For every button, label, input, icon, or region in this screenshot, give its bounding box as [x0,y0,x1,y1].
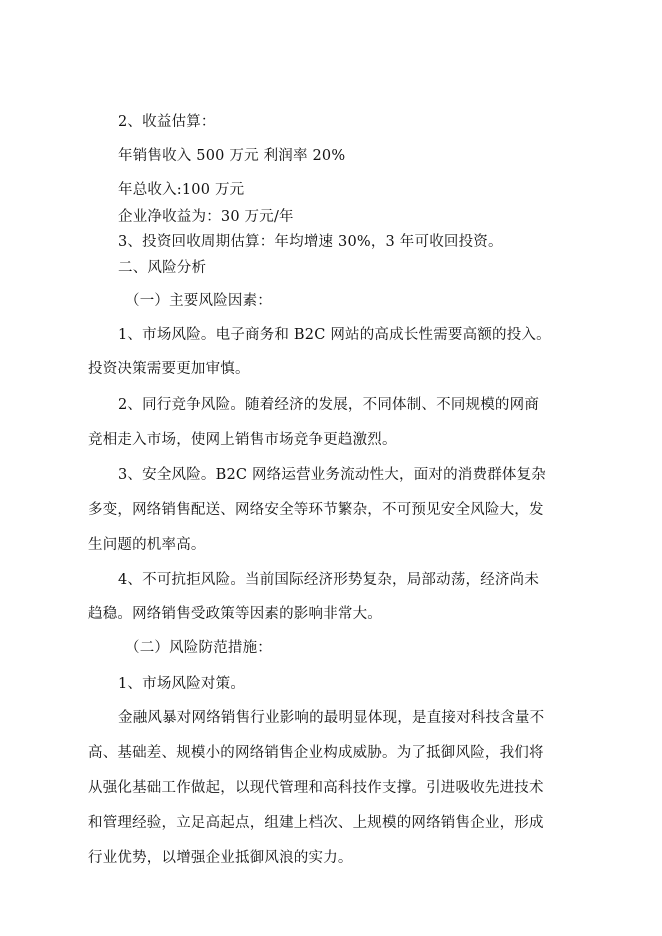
text-payback-period: 3、投资回收周期估算：年均增速 30%，3 年可收回投资。 [118,234,503,250]
paragraph-line: 3、安全风险。B2C 网络运营业务流动性大，面对的消费群体复杂 [118,467,547,483]
heading-risk-prevention: （二）风险防范措施： [125,640,272,656]
paragraph-line: 竞相走入市场，使网上销售市场竞争更趋激烈。 [88,432,397,448]
text-annual-sales: 年销售收入 500 万元 利润率 20% [118,148,346,164]
paragraph-line: 从强化基础工作做起，以现代管理和高科技作支撑。引进吸收先进技术 [88,780,544,796]
heading-market-risk-measures: 1、市场风险对策。 [118,676,246,692]
paragraph-line: 投资决策需要更加审慎。 [88,361,250,377]
paragraph-line: 金融风暴对网络销售行业影响的最明显体现，是直接对科技含量不 [118,710,545,726]
paragraph-line: 行业优势，以增强企业抵御风浪的实力。 [88,850,353,866]
text-annual-income: 年总收入:100 万元 [118,182,245,198]
paragraph-line: 高、基础差、规模小的网络销售企业构成威胁。为了抵御风险，我们将 [88,745,544,761]
heading-revenue-estimate: 2、收益估算： [118,114,216,130]
paragraph-line: 和管理经验，立足高起点，组建上档次、上规模的网络销售企业，形成 [88,815,544,831]
paragraph-line: 2、同行竞争风险。随着经济的发展，不同体制、不同规模的网商 [118,397,540,413]
paragraph-line: 生问题的机率高。 [88,537,206,553]
heading-main-risks: （一）主要风险因素： [125,293,272,309]
paragraph-line: 4、不可抗拒风险。当前国际经济形势复杂，局部动荡，经济尚未 [118,572,540,588]
paragraph-line: 1、市场风险。电子商务和 B2C 网站的高成长性需要高额的投入。 [118,327,551,343]
paragraph-line: 趋稳。网络销售受政策等因素的影响非常大。 [88,606,382,622]
paragraph-line: 多变，网络销售配送、网络安全等环节繁杂，不可预见安全风险大，发 [88,502,544,518]
heading-risk-analysis: 二、风险分析 [118,260,207,276]
text-net-profit: 企业净收益为：30 万元/年 [118,209,294,225]
